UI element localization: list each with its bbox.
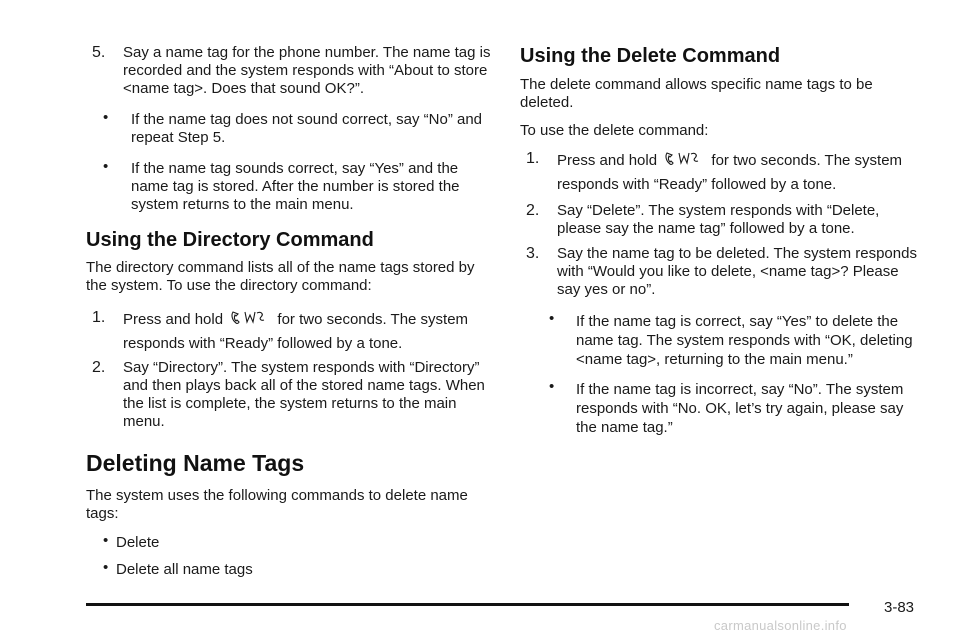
step-text: Say the name tag to be deleted. The system responds with “Would you like to delete, <name tag>? Please say yes or no”. xyxy=(557,245,917,298)
bullet-icon: • xyxy=(103,532,109,549)
list-item xyxy=(86,160,496,214)
list-item xyxy=(532,380,925,437)
step-text-pre: Press and hold xyxy=(123,311,224,328)
deleting-intro: The system uses the following commands to delete name tags: xyxy=(86,487,468,522)
bullet-icon: • xyxy=(103,559,109,576)
delete-intro: The delete command allows specific name tags to be deleted. xyxy=(520,76,873,111)
step-text: Say a name tag for the phone number. The name tag is recorded and the system responds with “About to store <name tag>. Does that sound OK?”. xyxy=(123,44,491,97)
list-item xyxy=(86,561,496,579)
bullet-text: Delete xyxy=(116,534,160,551)
bullet-text: If the name tag sounds correct, say “Yes” and the name tag is stored. After the number is stored the system returns to the main menu. xyxy=(131,160,460,213)
phone-voice-icon xyxy=(662,150,706,174)
directory-step-1 xyxy=(92,309,496,354)
delete-step-3 xyxy=(526,245,925,299)
phone-voice-icon xyxy=(228,309,272,333)
step-number: 5. xyxy=(92,44,106,61)
step-text: Say “Directory”. The system responds with “Directory” and then plays back all of the stored name tags. When the list is complete, the system returns to the main menu. xyxy=(123,359,485,430)
bullet-icon: • xyxy=(103,109,109,126)
list-item xyxy=(86,111,496,147)
bullet-icon: • xyxy=(103,158,109,175)
section-heading-deleting: Deleting Name Tags xyxy=(86,450,305,476)
step-5 xyxy=(92,44,496,98)
section-heading-delete-command: Using the Delete Command xyxy=(520,45,781,67)
footer-rule xyxy=(86,603,849,606)
step-text: Say “Delete”. The system responds with “Delete, please say the name tag” followed by a tone. xyxy=(557,202,880,237)
bullet-text: If the name tag is incorrect, say “No”. The system responds with “No. OK, let’s try again, please say the name tag.” xyxy=(576,381,904,436)
directory-step-2 xyxy=(92,359,496,431)
step-number: 3. xyxy=(526,245,540,262)
step-text-post: for two seconds. The system responds with “Ready” followed by a tone. xyxy=(123,311,469,352)
right-column xyxy=(520,44,925,437)
delete-use: To use the delete command: xyxy=(520,122,709,139)
step-number: 2. xyxy=(526,202,540,219)
bullet-text: If the name tag does not sound correct, say “No” and repeat Step 5. xyxy=(131,111,483,146)
delete-step-2 xyxy=(526,202,925,238)
section-heading-directory: Using the Directory Command xyxy=(86,229,374,251)
bullet-icon: • xyxy=(549,378,555,395)
step-text-post: for two seconds. The system responds with “Ready” followed by a tone. xyxy=(557,152,903,193)
delete-step-1 xyxy=(526,150,925,195)
left-column xyxy=(86,44,496,579)
step-text-pre: Press and hold xyxy=(557,152,658,169)
list-item xyxy=(86,534,496,552)
step-number: 2. xyxy=(92,359,106,376)
bullet-text: Delete all name tags xyxy=(116,561,253,578)
step-number: 1. xyxy=(526,150,540,167)
step-number: 1. xyxy=(92,309,106,326)
list-item xyxy=(532,312,925,369)
directory-intro: The directory command lists all of the name tags stored by the system. To use the directory command: xyxy=(86,259,475,294)
bullet-icon: • xyxy=(549,310,555,327)
bullet-text: If the name tag is correct, say “Yes” to delete the name tag. The system responds with “OK, deleting <name tag>, returning to the main menu.” xyxy=(576,313,913,368)
watermark: carmanualsonline.info xyxy=(714,618,847,633)
page-number: 3-83 xyxy=(884,599,915,616)
